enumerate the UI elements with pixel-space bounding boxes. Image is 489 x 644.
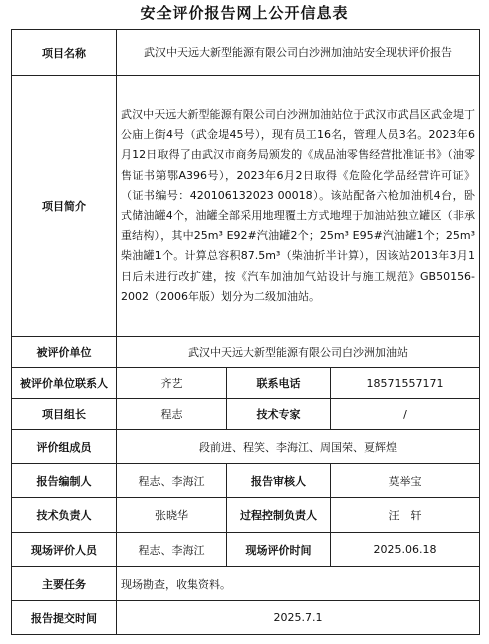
row-project-name: [12, 30, 480, 76]
members-value: 段前进、程笑、李海江、周国荣、夏辉煌: [117, 430, 480, 464]
leader-value: 程志: [117, 399, 227, 430]
submit-value: 2025.7.1: [117, 601, 480, 635]
row-tech: [12, 498, 480, 533]
row-project-intro: [12, 76, 480, 337]
tech-label: 技术负责人: [12, 498, 117, 533]
row-leader: [12, 399, 480, 430]
onsite-time-value: 2025.06.18: [331, 533, 480, 567]
onsite-label: 现场评价人员: [12, 533, 117, 567]
onsite-value: 程志、李海江: [117, 533, 227, 567]
phone-label: 联系电话: [227, 368, 331, 399]
project-name-value: 武汉中天远大新型能源有限公司白沙洲加油站安全现状评价报告: [117, 30, 480, 76]
tasks-label: 主要任务: [12, 567, 117, 601]
evaluated-unit-value: 武汉中天远大新型能源有限公司白沙洲加油站: [117, 337, 480, 368]
process-label: 过程控制负责人: [227, 498, 331, 533]
contact-value: 齐艺: [117, 368, 227, 399]
reviewer-value: 莫举宝: [331, 464, 480, 498]
project-name-label: 项目名称: [12, 30, 117, 76]
author-value: 程志、李海江: [117, 464, 227, 498]
author-label: 报告编制人: [12, 464, 117, 498]
row-evaluated-unit: [12, 337, 480, 368]
members-label: 评价组成员: [12, 430, 117, 464]
reviewer-label: 报告审核人: [227, 464, 331, 498]
info-table: [11, 29, 480, 635]
contact-label: 被评价单位联系人: [12, 368, 117, 399]
process-value: 汪 轩: [331, 498, 480, 533]
row-onsite: [12, 533, 480, 567]
expert-label: 技术专家: [227, 399, 331, 430]
phone-value: 18571557171: [331, 368, 480, 399]
row-members: [12, 430, 480, 464]
page-title: 安全评价报告网上公开信息表: [140, 4, 349, 22]
leader-label: 项目组长: [12, 399, 117, 430]
submit-label: 报告提交时间: [12, 601, 117, 635]
row-tasks: [12, 567, 480, 601]
project-intro-value: 武汉中天远大新型能源有限公司白沙洲加油站位于武汉市武昌区武金堤丁公庙上街4号（武金堤45号），现有员工16名，管理人员3名。2023年6月12日取得了由武汉市商务局颁发的《成品油零售经营批准证书》（油零售证书第鄂A396号），2023年6月2日取得《危险化学品经营许可证》（证书编号：420106132023 00018）。该站配备六枪加油机4台，卧式储油罐4个，油罐全部采用地理覆土方式地埋于加油站独立罐区（非承重结构），其中25m³ E92#汽油罐2个；25m³ E95#汽油罐1个；25m³柴油罐1个。计算总容积87.5m³（柴油折半计算），因该站2013年3月1日后未进行改扩建，按《汽车加油加气站设计与施工规范》GB50156-2002（2006年版）划分为二级加油站。: [117, 76, 480, 337]
onsite-time-label: 现场评价时间: [227, 533, 331, 567]
tasks-value: 现场勘查，收集资料。: [117, 567, 480, 601]
evaluated-unit-label: 被评价单位: [12, 337, 117, 368]
row-author: [12, 464, 480, 498]
expert-value: /: [331, 399, 480, 430]
row-contact: [12, 368, 480, 399]
tech-value: 张晓华: [117, 498, 227, 533]
row-submit: [12, 601, 480, 635]
project-intro-label: 项目简介: [12, 76, 117, 337]
